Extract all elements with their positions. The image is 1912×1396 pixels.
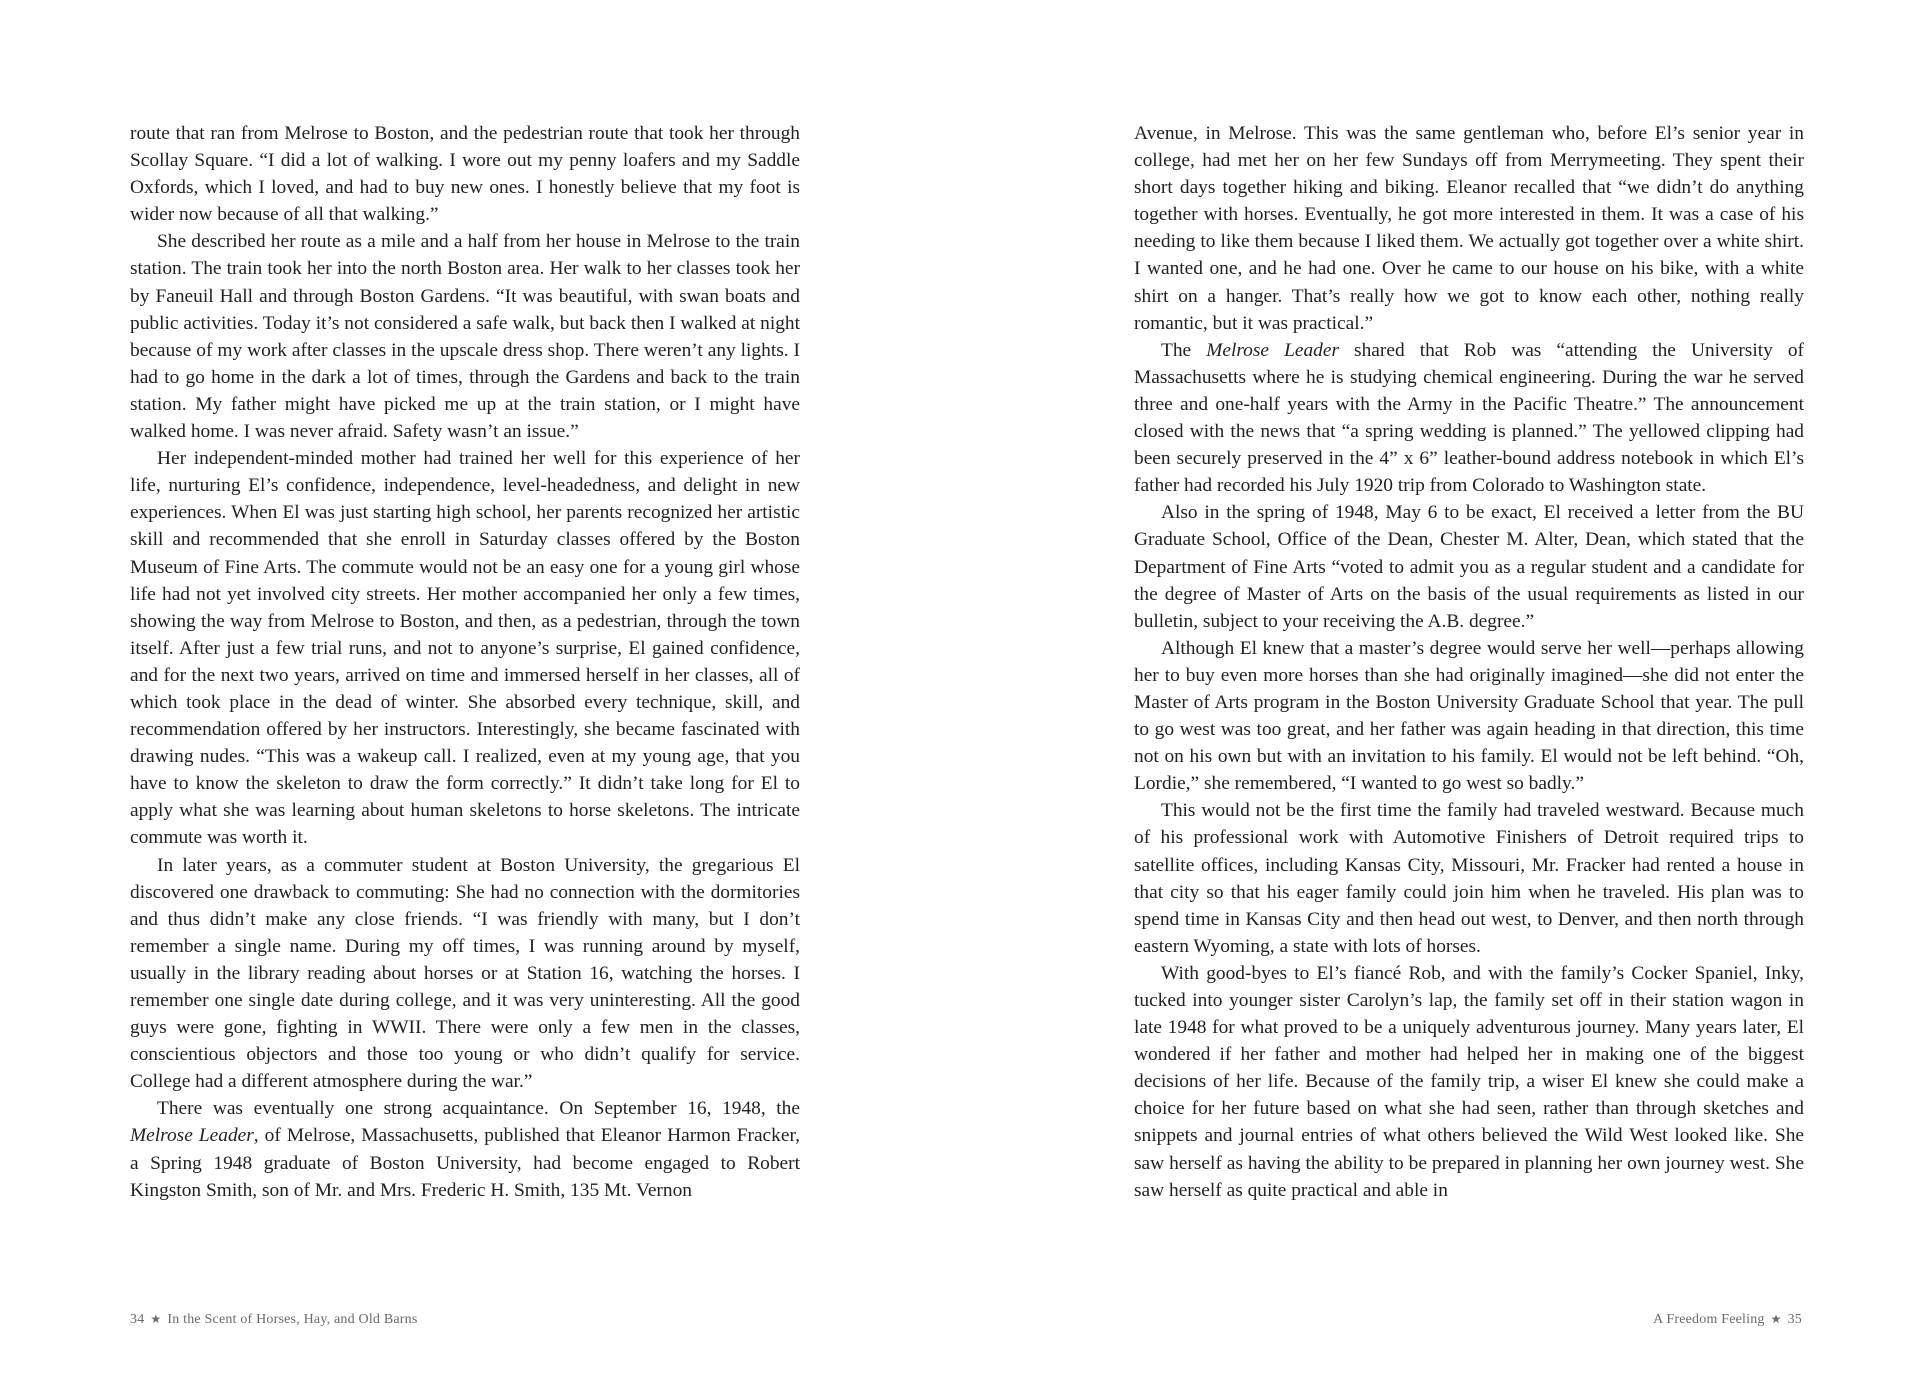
paragraph (1134, 635, 1804, 798)
left-page-footer (130, 1312, 417, 1328)
paragraph (130, 852, 800, 1096)
right-page-footer (1653, 1312, 1802, 1328)
right-page-body (1134, 120, 1804, 1204)
page-number: 35 (1787, 1312, 1802, 1327)
paragraph (1134, 120, 1804, 337)
paragraph-text: There was eventually one strong acquaintance. On September 16, 1948, the (157, 1098, 800, 1120)
paragraph-text: route that ran from Melrose to Boston, and the pedestrian route that took her through Scollay Square. “I did a lot of walking. I wore out my penny loafers and my Saddle Oxfords, which I loved, and had to buy new ones. I honestly believe that my foot is wider now because of all that walking.” (130, 123, 800, 226)
page-number: 34 (130, 1312, 145, 1327)
paragraph (1134, 337, 1804, 500)
italic-title: Melrose Leader (1206, 339, 1340, 361)
running-head: In the Scent of Horses, Hay, and Old Barns (167, 1312, 418, 1327)
paragraph-text: She described her route as a mile and a half from her house in Melrose to the train station. The train took her into the north Boston area. Her walk to her classes took her by Faneuil Hall and through Boston Gardens. “It was beautiful, with swan boats and public activities. Today it’s not considered a safe walk, but back then I walked at night because of my work after classes in the upscale dress shop. There weren’t any lights. I had to go home in the dark a lot of times, through the Gardens and back to the train station. My father might have picked me up at the train station, or I might have walked home. I was never afraid. Safety wasn’t an issue.” (130, 231, 800, 443)
paragraph (130, 445, 800, 851)
paragraph-text: Also in the spring of 1948, May 6 to be exact, El received a letter from the BU Graduate School, Office of the Dean, Chester M. Alter, Dean, which stated that the Department of Fine Arts “voted to admit you as a regular student and a candidate for the degree of Master of Arts on the basis of the usual requirements as listed in our bulletin, subject to your receiving the A.B. degree.” (1134, 502, 1804, 632)
paragraph-text: With good-byes to El’s fiancé Rob, and with the family’s Cocker Spaniel, Inky, tucked into younger sister Carolyn’s lap, the family set off in their station wagon in late 1948 for what proved to be a uniquely adventurous journey. Many years later, El wondered if her father and mother had helped her in making one of the biggest decisions of her life. Because of the family trip, a wiser El knew she could make a choice for her future based on what she had seen, rather than through sketches and snippets and journal entries of what others believed the Wild West looked like. She saw herself as having the ability to be prepared in planning her own journey west. She saw herself as quite practical and able in (1134, 962, 1804, 1201)
paragraph-text: The (1161, 339, 1207, 361)
paragraph-text: Avenue, in Melrose. This was the same gentleman who, before El’s senior year in college, had met her on her few Sundays off from Merrymeeting. They spent their short days together hiking and biking. Eleanor recalled that “we didn’t do anything together with horses. Eventually, he got more interested in them. It was a case of his needing to like them because I liked them. We actually got together over a white shirt. I wanted one, and he had one. Over he came to our house on his bike, with a white shirt on a hanger. That’s really how we got to know each other, nothing really romantic, but it was practical.” (1134, 123, 1804, 334)
paragraph-text: Her independent-minded mother had trained her well for this experience of her life, nurturing El’s confidence, independence, level-headedness, and delight in new experiences. When El was just starting high school, her parents recognized her artistic skill and recommended that she enroll in Saturday classes offered by the Boston Museum of Fine Arts. The commute would not be an easy one for a young girl whose life had not yet involved city streets. Her mother accompanied her only a few times, showing the way from Melrose to Boston, and then, as a pedestrian, through the town itself. After just a few trial runs, and not to anyone’s surprise, El gained confidence, and for the next two years, arrived on time and immersed herself in her classes, all of which took place in the dead of winter. She absorbed every technique, skill, and recommendation offered by her instructors. Interestingly, she became fascinated with drawing nudes. “This was a wakeup call. I realized, even at my young age, that you have to know the skeleton to draw the form correctly.” It didn’t take long for El to apply what she was learning about human skeletons to horse skeletons. The intricate commute was worth it. (130, 448, 800, 849)
star-icon: ★ (1770, 1312, 1782, 1326)
paragraph-text: In later years, as a commuter student at Boston University, the gregarious El discovered one drawback to commuting: She had no connection with the dormitories and thus didn’t make any close friends. “I was friendly with many, but I don’t remember a single name. During my off times, I was running around by myself, usually in the library reading about horses or at Station 16, watching the horses. I remember one single date during college, and it was very uninteresting. All the good guys were gone, fighting in WWII. There were only a few men in the classes, conscientious objectors and those too young or who didn’t qualify for service. College had a different atmosphere during the war.” (130, 854, 800, 1093)
paragraph (130, 1095, 800, 1203)
paragraph (130, 228, 800, 445)
running-head: A Freedom Feeling (1653, 1312, 1765, 1327)
italic-title: Melrose Leader (130, 1125, 254, 1147)
star-icon: ★ (150, 1312, 162, 1326)
paragraph (1134, 960, 1804, 1204)
paragraph (130, 120, 800, 228)
paragraph-text: Although El knew that a master’s degree would serve her well—perhaps allowing her to buy even more horses than she had originally imagined—she did not enter the Master of Arts program in the Boston University Graduate School that year. The pull to go west was too great, and her father was again heading in that direction, this time not on his own but with an invitation to his family. El would not be left behind. “Oh, Lordie,” she remembered, “I wanted to go west so badly.” (1134, 637, 1804, 795)
paragraph (1134, 797, 1804, 960)
left-page-body (130, 120, 800, 1204)
paragraph (1134, 499, 1804, 634)
paragraph-text: , of Melrose, Massachusetts, published that Eleanor Harmon Fracker, a Spring 1948 graduate of Boston University, had become engaged to Robert Kingston Smith, son of Mr. and Mrs. Frederic H. Smith, 135 Mt. Vernon (130, 1125, 800, 1201)
paragraph-text: shared that Rob was “attending the University of Massachusetts where he is studying chemical engineering. During the war he served three and one-half years with the Army in the Pacific Theatre.” The announcement closed with the news that “a spring wedding is planned.” The yellowed clipping had been securely preserved in the 4” x 6” leather-bound address notebook in which El’s father had recorded his July 1920 trip from Colorado to Washington state. (1134, 339, 1805, 497)
paragraph-text: This would not be the first time the family had traveled westward. Because much of his professional work with Automotive Finishers of Detroit required trips to satellite offices, including Kansas City, Missouri, Mr. Fracker had rented a house in that city so that his eager family could join him when he traveled. His plan was to spend time in Kansas City and then head out west, to Denver, and then north through eastern Wyoming, a state with lots of horses. (1134, 800, 1804, 957)
right-page (956, 0, 1912, 1396)
